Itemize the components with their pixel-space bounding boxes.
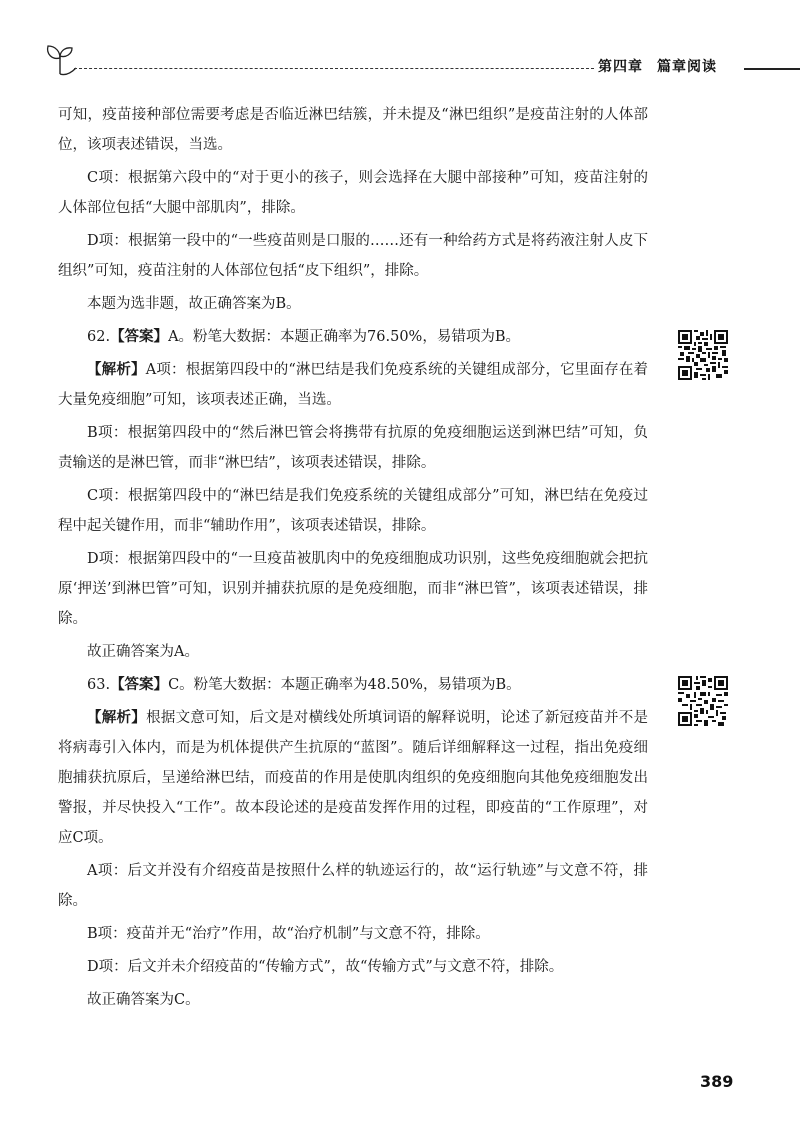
q63-answer-text: C。粉笔大数据：本题正确率为48.50%，易错项为B。 bbox=[168, 677, 521, 693]
chapter-section: 篇章阅读 bbox=[657, 59, 717, 75]
header-dashed-rule bbox=[74, 68, 594, 69]
q63-answer-line bbox=[58, 670, 648, 700]
q62-answer-tag: 【答案】 bbox=[110, 329, 169, 345]
q63-answer-tag: 【答案】 bbox=[110, 677, 169, 693]
q62-qr-code-icon[interactable] bbox=[678, 330, 728, 380]
q62-item-c: C项：根据第四段中的“淋巴结是我们免疫系统的关键组成部分”可知，淋巴结在免疫过程中起关键作用，而非“辅助作用”，该项表述错误，排除。 bbox=[58, 488, 648, 534]
chapter-title bbox=[598, 56, 717, 76]
sprout-logo-icon bbox=[40, 42, 80, 80]
paragraph-continuation: 可知，疫苗接种部位需要考虑是否临近淋巴结簇，并未提及“淋巴组织”是疫苗注射的人体部位，该项表述错误，当选。 bbox=[58, 107, 648, 153]
q63-qr-svg bbox=[678, 676, 728, 726]
q63-qr-code-icon[interactable] bbox=[678, 676, 728, 726]
q62-analysis-tag: 【解析】 bbox=[87, 362, 146, 378]
paragraph-conclusion: 本题为选非题，故正确答案为B。 bbox=[87, 296, 301, 312]
q62-conclusion: 故正确答案为A。 bbox=[87, 644, 199, 660]
q63-item-d: D项：后文并未介绍疫苗的“传输方式”，故“传输方式”与文意不符，排除。 bbox=[87, 959, 564, 975]
q63-analysis-text: 根据文意可知，后文是对横线处所填词语的解释说明，论述了新冠疫苗并不是将病毒引入体内，而是为机体提供产生抗原的“蓝图”。随后详细解释这一过程，指出免疫细胞捕获抗原后，呈递给淋巴结，而疫苗的作用是使肌肉组织的免疫细胞向其他免疫细胞发出警报，并尽快投入“工作”。故本段论述的是疫苗发挥作用的过程，即疫苗的“工作原理”，对应C项。 bbox=[58, 710, 649, 846]
q62-analysis-text: A项：根据第四段中的“淋巴结是我们免疫系统的关键组成部分，它里面存在着大量免疫细胞”可知，该项表述正确，当选。 bbox=[58, 362, 648, 408]
q63-item-a: A项：后文并没有介绍疫苗是按照什么样的轨迹运行的，故“运行轨迹”与文意不符，排除。 bbox=[58, 863, 648, 909]
page-header bbox=[40, 42, 800, 82]
q63-conclusion: 故正确答案为C。 bbox=[87, 992, 200, 1008]
paragraph-option-d: D项：根据第一段中的“一些疫苗则是口服的……还有一种给药方式是将药液注射人皮下组织”可知，疫苗注射的人体部位包括“皮下组织”，排除。 bbox=[58, 233, 648, 279]
q62-qr-svg bbox=[678, 330, 728, 380]
page-number: 389 bbox=[700, 1072, 734, 1091]
q62-answer-line bbox=[58, 322, 648, 352]
header-solid-rule bbox=[744, 68, 800, 70]
page-content bbox=[58, 100, 648, 1015]
q62-answer-text: A。粉笔大数据：本题正确率为76.50%，易错项为B。 bbox=[168, 329, 520, 345]
q63-analysis-tag: 【解析】 bbox=[87, 710, 147, 726]
q62-number: 62. bbox=[87, 329, 111, 345]
q62-analysis bbox=[58, 355, 648, 415]
paragraph-option-c: C项：根据第六段中的“对于更小的孩子，则会选择在大腿中部接种”可知，疫苗注射的人体部位包括“大腿中部肌肉”，排除。 bbox=[58, 170, 648, 216]
q62-item-d: D项：根据第四段中的“一旦疫苗被肌肉中的免疫细胞成功识别，这些免疫细胞就会把抗原‘押送’到淋巴管”可知，识别并捕获抗原的是免疫细胞，而非“淋巴管”，该项表述错误，排除。 bbox=[58, 551, 648, 627]
chapter-number: 第四章 bbox=[598, 59, 643, 75]
q63-analysis bbox=[58, 703, 648, 853]
q63-item-b: B项：疫苗并无“治疗”作用，故“治疗机制”与文意不符，排除。 bbox=[87, 926, 490, 942]
q62-item-b: B项：根据第四段中的“然后淋巴管会将携带有抗原的免疫细胞运送到淋巴结”可知，负责输送的是淋巴管，而非“淋巴结”，该项表述错误，排除。 bbox=[58, 425, 648, 471]
q63-number: 63. bbox=[87, 677, 111, 693]
